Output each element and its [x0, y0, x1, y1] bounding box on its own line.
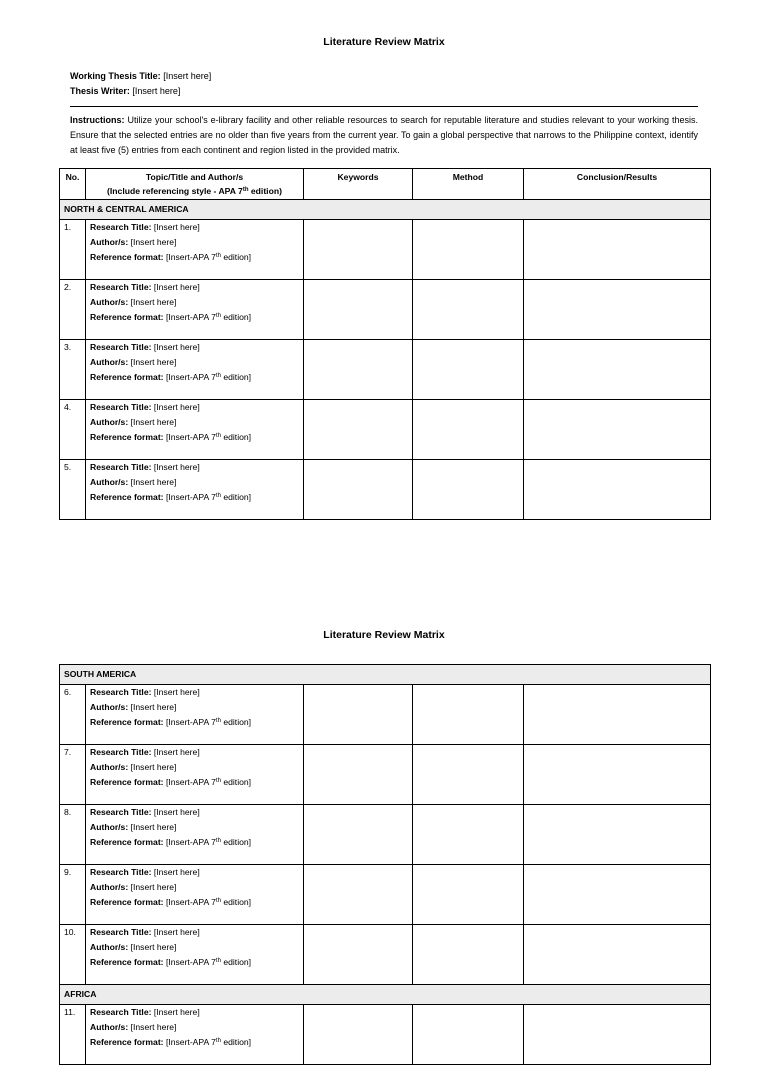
entry-method-cell[interactable]	[413, 745, 524, 805]
table-row	[60, 805, 711, 865]
authors-label: Author/s:	[90, 702, 129, 712]
research-title-label: Research Title:	[90, 687, 152, 697]
entry-method-cell[interactable]	[413, 865, 524, 925]
entry-number: 7.	[60, 745, 86, 805]
reference-format-line	[90, 250, 299, 265]
entry-conclusion-cell[interactable]	[524, 805, 711, 865]
entry-conclusion-cell[interactable]	[524, 220, 711, 280]
reference-format-line	[90, 310, 299, 325]
authors-label: Author/s:	[90, 357, 129, 367]
authors-label: Author/s:	[90, 822, 129, 832]
entry-number: 1.	[60, 220, 86, 280]
research-title-label: Research Title:	[90, 222, 152, 232]
entry-conclusion-cell[interactable]	[524, 1005, 711, 1065]
reference-format-value[interactable]	[166, 837, 251, 847]
entry-conclusion-cell[interactable]	[524, 745, 711, 805]
document-title: Literature Review Matrix	[323, 36, 445, 48]
reference-format-line	[90, 835, 299, 850]
entry-method-cell[interactable]	[413, 460, 524, 520]
table-row	[60, 460, 711, 520]
thesis-writer-label: Thesis Writer:	[70, 86, 130, 96]
entry-conclusion-cell[interactable]	[524, 865, 711, 925]
reference-format-line	[90, 1035, 299, 1050]
table-row	[60, 400, 711, 460]
reference-apa: [Insert-APA 7	[165, 432, 216, 442]
reference-edition: edition]	[220, 372, 252, 382]
header-topic-sup: th	[242, 187, 249, 193]
region-label: AFRICA	[60, 985, 711, 1005]
authors-value[interactable]: [Insert here]	[130, 357, 177, 367]
region-row-south-america	[60, 665, 711, 685]
entry-method-cell[interactable]	[413, 685, 524, 745]
authors-line	[90, 880, 299, 895]
entry-number: 9.	[60, 865, 86, 925]
reference-edition: edition]	[220, 957, 252, 967]
authors-line	[90, 760, 299, 775]
research-title-line	[90, 1005, 299, 1020]
reference-sup: th	[215, 898, 221, 904]
reference-apa: [Insert-APA 7	[165, 372, 216, 382]
research-title-value[interactable]: [Insert here]	[153, 687, 200, 697]
research-title-label: Research Title:	[90, 1007, 152, 1017]
research-title-value[interactable]: [Insert here]	[153, 402, 200, 412]
reference-apa: [Insert-APA 7	[165, 717, 216, 727]
header-topic-apa: (Include referencing style - APA 7	[107, 186, 243, 196]
research-title-label: Research Title:	[90, 927, 152, 937]
reference-format-line	[90, 430, 299, 445]
separator-line	[70, 106, 698, 107]
document-title: Literature Review Matrix	[323, 629, 445, 641]
working-thesis-title-line	[70, 69, 211, 84]
reference-apa: [Insert-APA 7	[165, 312, 216, 322]
authors-line	[90, 700, 299, 715]
table-header-row	[60, 169, 711, 200]
reference-edition: edition]	[220, 312, 252, 322]
reference-edition: edition]	[220, 1037, 252, 1047]
header-no: No.	[60, 169, 86, 200]
research-title-line	[90, 280, 299, 295]
region-row-africa	[60, 985, 711, 1005]
entry-number: 4.	[60, 400, 86, 460]
reference-format-value[interactable]	[166, 432, 251, 442]
entry-keywords-cell[interactable]	[304, 220, 413, 280]
reference-format-value[interactable]	[166, 717, 251, 727]
reference-format-label: Reference format:	[90, 957, 164, 967]
entry-method-cell[interactable]	[413, 280, 524, 340]
reference-edition: edition]	[220, 777, 252, 787]
reference-format-label: Reference format:	[90, 897, 164, 907]
reference-format-label: Reference format:	[90, 492, 164, 502]
authors-value[interactable]: [Insert here]	[130, 477, 177, 487]
thesis-writer-line	[70, 84, 211, 99]
research-title-line	[90, 340, 299, 355]
research-title-value[interactable]: [Insert here]	[153, 747, 200, 757]
table-row	[60, 220, 711, 280]
reference-sup: th	[215, 373, 221, 379]
authors-line	[90, 820, 299, 835]
table-row	[60, 865, 711, 925]
authors-value[interactable]: [Insert here]	[130, 297, 177, 307]
reference-format-label: Reference format:	[90, 252, 164, 262]
reference-format-label: Reference format:	[90, 1037, 164, 1047]
research-title-value[interactable]: [Insert here]	[153, 282, 200, 292]
entry-conclusion-cell[interactable]	[524, 460, 711, 520]
reference-format-value[interactable]	[166, 492, 251, 502]
reference-format-label: Reference format:	[90, 312, 164, 322]
reference-format-value[interactable]	[166, 777, 251, 787]
reference-format-value[interactable]	[166, 897, 251, 907]
entry-keywords-cell[interactable]	[304, 400, 413, 460]
research-title-value[interactable]: [Insert here]	[153, 867, 200, 877]
reference-sup: th	[215, 433, 221, 439]
research-title-line	[90, 460, 299, 475]
research-title-line	[90, 805, 299, 820]
entry-number: 5.	[60, 460, 86, 520]
entry-number: 10.	[60, 925, 86, 985]
authors-value[interactable]: [Insert here]	[130, 822, 177, 832]
reference-format-value[interactable]	[166, 252, 251, 262]
research-title-label: Research Title:	[90, 342, 152, 352]
research-title-line	[90, 745, 299, 760]
reference-format-label: Reference format:	[90, 837, 164, 847]
instructions-text: Utilize your school's e-library facility and other reliable resources to search for reputable literature and studies relevant to your working thesis. Ensure that the selected entries are no older than five years from the current year. To gain a global perspective that narrows to the Philippine context, identify at least five (5) entries from each continent and region listed in the provided matrix.	[70, 115, 698, 155]
reference-apa: [Insert-APA 7	[165, 957, 216, 967]
authors-value[interactable]: [Insert here]	[130, 882, 177, 892]
entry-topic-cell[interactable]	[86, 865, 304, 925]
research-title-value[interactable]: [Insert here]	[153, 1007, 200, 1017]
literature-matrix-table-1	[59, 168, 711, 520]
entry-topic-cell[interactable]	[86, 460, 304, 520]
entry-keywords-cell[interactable]	[304, 745, 413, 805]
reference-format-value[interactable]	[166, 372, 251, 382]
table-row	[60, 925, 711, 985]
research-title-label: Research Title:	[90, 807, 152, 817]
reference-format-label: Reference format:	[90, 372, 164, 382]
research-title-line	[90, 865, 299, 880]
authors-label: Author/s:	[90, 297, 129, 307]
authors-label: Author/s:	[90, 762, 129, 772]
entry-keywords-cell[interactable]	[304, 1005, 413, 1065]
entry-conclusion-cell[interactable]	[524, 685, 711, 745]
research-title-label: Research Title:	[90, 747, 152, 757]
research-title-label: Research Title:	[90, 462, 152, 472]
entry-keywords-cell[interactable]	[304, 280, 413, 340]
entry-method-cell[interactable]	[413, 1005, 524, 1065]
table-row	[60, 280, 711, 340]
table-row	[60, 340, 711, 400]
header-topic-edition: edition)	[248, 186, 282, 196]
reference-apa: [Insert-APA 7	[165, 897, 216, 907]
entry-topic-cell[interactable]	[86, 685, 304, 745]
entry-topic-cell[interactable]	[86, 340, 304, 400]
reference-edition: edition]	[220, 492, 252, 502]
reference-sup: th	[215, 493, 221, 499]
authors-line	[90, 1020, 299, 1035]
authors-value[interactable]: [Insert here]	[130, 417, 177, 427]
entry-method-cell[interactable]	[413, 400, 524, 460]
research-title-value[interactable]: [Insert here]	[153, 222, 200, 232]
table-row	[60, 685, 711, 745]
reference-apa: [Insert-APA 7	[165, 252, 216, 262]
authors-line	[90, 940, 299, 955]
entry-keywords-cell[interactable]	[304, 685, 413, 745]
reference-sup: th	[215, 253, 221, 259]
region-row-north-central-america	[60, 200, 711, 220]
reference-format-label: Reference format:	[90, 432, 164, 442]
reference-sup: th	[215, 718, 221, 724]
entry-conclusion-cell[interactable]	[524, 280, 711, 340]
header-topic	[86, 169, 304, 200]
reference-edition: edition]	[220, 837, 252, 847]
research-title-line	[90, 220, 299, 235]
entry-number: 2.	[60, 280, 86, 340]
authors-line	[90, 415, 299, 430]
reference-format-line	[90, 370, 299, 385]
authors-label: Author/s:	[90, 882, 129, 892]
header-topic-line2	[90, 184, 299, 198]
research-title-label: Research Title:	[90, 402, 152, 412]
authors-line	[90, 475, 299, 490]
reference-edition: edition]	[220, 252, 252, 262]
authors-label: Author/s:	[90, 477, 129, 487]
header-keywords: Keywords	[304, 169, 413, 200]
header-conclusion: Conclusion/Results	[524, 169, 711, 200]
reference-format-line	[90, 490, 299, 505]
header-method: Method	[413, 169, 524, 200]
entry-method-cell[interactable]	[413, 805, 524, 865]
reference-format-line	[90, 955, 299, 970]
instructions-label: Instructions:	[70, 115, 125, 125]
reference-apa: [Insert-APA 7	[165, 837, 216, 847]
table-row	[60, 745, 711, 805]
page-2	[0, 560, 768, 1047]
research-title-value[interactable]: [Insert here]	[153, 927, 200, 937]
reference-format-value[interactable]	[166, 312, 251, 322]
authors-value[interactable]: [Insert here]	[130, 942, 177, 952]
authors-value[interactable]: [Insert here]	[130, 702, 177, 712]
reference-edition: edition]	[220, 717, 252, 727]
authors-line	[90, 295, 299, 310]
authors-line	[90, 235, 299, 250]
entry-topic-cell[interactable]	[86, 745, 304, 805]
authors-label: Author/s:	[90, 417, 129, 427]
region-label: SOUTH AMERICA	[60, 665, 711, 685]
entry-topic-cell[interactable]	[86, 925, 304, 985]
entry-topic-cell[interactable]	[86, 1005, 304, 1065]
authors-label: Author/s:	[90, 237, 129, 247]
thesis-writer-value[interactable]: [Insert here]	[132, 86, 181, 96]
entry-topic-cell[interactable]	[86, 400, 304, 460]
research-title-line	[90, 685, 299, 700]
working-thesis-title-value[interactable]: [Insert here]	[163, 71, 212, 81]
authors-value[interactable]: [Insert here]	[130, 1022, 177, 1032]
reference-edition: edition]	[220, 432, 252, 442]
entry-number: 6.	[60, 685, 86, 745]
region-label: NORTH & CENTRAL AMERICA	[60, 200, 711, 220]
header-topic-line1: Topic/Title and Author/s	[145, 172, 244, 182]
research-title-line	[90, 925, 299, 940]
entry-keywords-cell[interactable]	[304, 460, 413, 520]
research-title-line	[90, 400, 299, 415]
reference-apa: [Insert-APA 7	[165, 777, 216, 787]
entry-conclusion-cell[interactable]	[524, 400, 711, 460]
reference-edition: edition]	[220, 897, 252, 907]
reference-format-line	[90, 715, 299, 730]
instructions	[70, 113, 698, 158]
entry-topic-cell[interactable]	[86, 805, 304, 865]
entry-conclusion-cell[interactable]	[524, 340, 711, 400]
authors-value[interactable]: [Insert here]	[130, 762, 177, 772]
reference-format-line	[90, 775, 299, 790]
table-row	[60, 1005, 711, 1065]
reference-sup: th	[215, 1038, 221, 1044]
entry-method-cell[interactable]	[413, 340, 524, 400]
reference-apa: [Insert-APA 7	[165, 1037, 216, 1047]
research-title-value[interactable]: [Insert here]	[153, 807, 200, 817]
authors-line	[90, 355, 299, 370]
research-title-value[interactable]: [Insert here]	[153, 462, 200, 472]
entry-keywords-cell[interactable]	[304, 805, 413, 865]
reference-format-label: Reference format:	[90, 777, 164, 787]
reference-format-line	[90, 895, 299, 910]
reference-sup: th	[215, 313, 221, 319]
reference-format-value[interactable]	[166, 1037, 251, 1047]
entry-method-cell[interactable]	[413, 925, 524, 985]
entry-method-cell[interactable]	[413, 220, 524, 280]
entry-number: 11.	[60, 1005, 86, 1065]
entry-topic-cell[interactable]	[86, 220, 304, 280]
reference-apa: [Insert-APA 7	[165, 492, 216, 502]
reference-sup: th	[215, 778, 221, 784]
reference-format-label: Reference format:	[90, 717, 164, 727]
authors-label: Author/s:	[90, 942, 129, 952]
reference-format-value[interactable]	[166, 957, 251, 967]
entry-keywords-cell[interactable]	[304, 925, 413, 985]
entry-number: 3.	[60, 340, 86, 400]
reference-sup: th	[215, 958, 221, 964]
entry-keywords-cell[interactable]	[304, 865, 413, 925]
literature-matrix-table-2	[59, 664, 711, 1065]
entry-keywords-cell[interactable]	[304, 340, 413, 400]
research-title-label: Research Title:	[90, 282, 152, 292]
entry-conclusion-cell[interactable]	[524, 925, 711, 985]
entry-number: 8.	[60, 805, 86, 865]
research-title-label: Research Title:	[90, 867, 152, 877]
entry-topic-cell[interactable]	[86, 280, 304, 340]
authors-label: Author/s:	[90, 1022, 129, 1032]
authors-value[interactable]: [Insert here]	[130, 237, 177, 247]
research-title-value[interactable]: [Insert here]	[153, 342, 200, 352]
reference-sup: th	[215, 838, 221, 844]
working-thesis-title-label: Working Thesis Title:	[70, 71, 161, 81]
thesis-meta	[70, 69, 211, 99]
